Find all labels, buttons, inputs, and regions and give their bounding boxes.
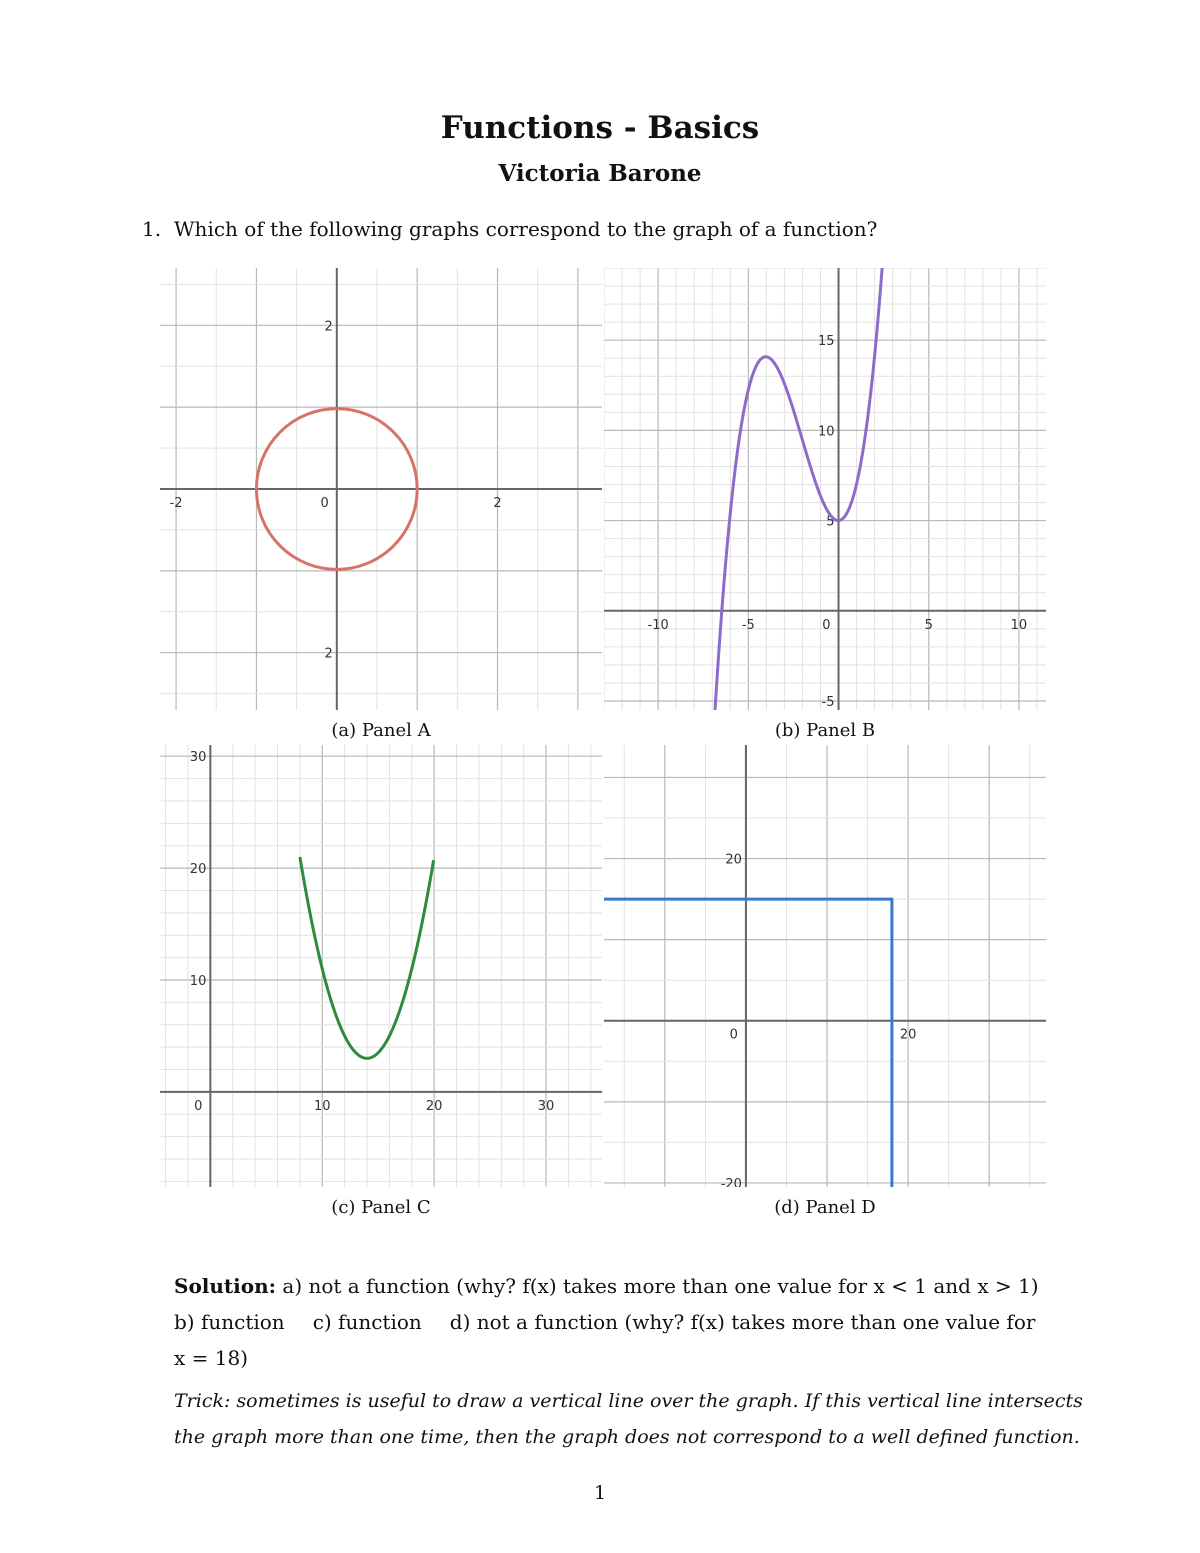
y-tick-label: 20	[189, 862, 207, 878]
panel-b-chart	[604, 268, 1046, 710]
x-tick-label: 20	[899, 1027, 917, 1043]
x-tick-label: 10	[313, 1098, 331, 1114]
y-tick-label: -20	[720, 1176, 742, 1187]
solution-label: Solution:	[174, 1274, 277, 1298]
question-text: Which of the following graphs correspond to the graph of a function?	[174, 217, 878, 241]
panel-a-chart	[160, 268, 602, 710]
y-tick-label: 5	[826, 514, 835, 530]
trick-note: Trick: sometimes is useful to draw a vertical line over the graph. If this vertical line intersects the graph more than one time, then the graph does not correspond to a well defined function.	[174, 1390, 1083, 1448]
x-tick-label: 30	[537, 1098, 555, 1114]
x-tick-label: 0	[320, 496, 329, 511]
page-title: Functions - Basics	[440, 110, 760, 146]
y-tick-label: 2	[324, 646, 333, 662]
page-number: 1	[593, 1482, 607, 1504]
solution-line-1	[174, 1268, 1090, 1304]
solution-line-3: x = 18)	[174, 1346, 249, 1370]
grid	[160, 745, 602, 1187]
solution-b: b) function	[174, 1310, 285, 1334]
x-tick-label: -10	[647, 617, 669, 633]
panel-c-chart	[160, 745, 602, 1187]
solution-a: a) not a function (why? f(x) takes more than one value for x < 1 and x > 1)	[282, 1274, 1039, 1298]
x-tick-label: 0	[194, 1098, 203, 1114]
grid	[604, 745, 1046, 1187]
data-curve	[604, 899, 892, 1187]
x-tick-label: 20	[425, 1098, 443, 1114]
y-tick-label: 15	[817, 334, 835, 350]
y-tick-label: 2	[324, 319, 333, 335]
x-tick-label: -2	[169, 496, 183, 511]
solution-c: c) function	[312, 1310, 422, 1334]
solution-line-2	[174, 1304, 1090, 1340]
author-name: Victoria Barone	[498, 160, 702, 187]
question-1	[142, 217, 877, 241]
x-tick-label: 5	[924, 617, 933, 633]
x-tick-label: 0	[822, 617, 831, 633]
caption-panel-c: (c) Panel C	[331, 1197, 431, 1218]
panel-d-chart	[604, 745, 1046, 1187]
data-curve	[694, 268, 898, 710]
y-tick-label: 20	[725, 852, 742, 868]
caption-panel-d: (d) Panel D	[774, 1197, 876, 1218]
y-tick-label: 10	[817, 424, 835, 440]
x-tick-label: -5	[741, 617, 755, 633]
caption-panel-b: (b) Panel B	[774, 720, 876, 741]
caption-panel-a: (a) Panel A	[331, 720, 431, 741]
y-tick-label: -5	[821, 694, 835, 710]
x-tick-label: 10	[1010, 617, 1028, 633]
x-tick-label: 2	[493, 496, 502, 511]
solution-d: d) not a function (why? f(x) takes more than one value for	[449, 1310, 1036, 1334]
y-tick-label: 30	[189, 750, 207, 766]
solution-block	[174, 1268, 1090, 1376]
y-tick-label: 10	[189, 973, 207, 989]
question-number: 1.	[142, 217, 162, 241]
x-tick-label: 0	[729, 1027, 738, 1043]
